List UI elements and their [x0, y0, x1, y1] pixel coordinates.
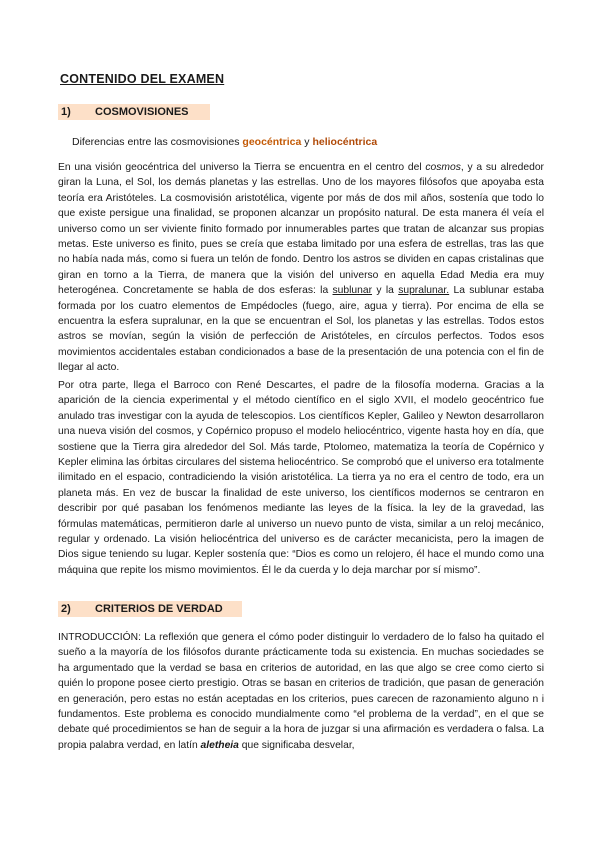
paragraph-heliocentric: Por otra parte, llega el Barroco con René Descartes, el padre de la filosofía moderna. Gracias a la aparición de la ciencia experimental y el método científico en el siglo XVII, el modelo geocéntrico fue anulado tras investigar con la ayuda de telescopios. Los científicos Kepler, Galileo y Newton desarrollaron una nueva visión del cosmos, y Copérnico propuso el modelo heliocéntrico, vigente hasta hoy en día, que sostiene que la Tierra gira alrededor del Sol. Más tarde, Ptolomeo, matematiza la teoría de Copérnico y Kepler elimina las órbitas circulares del sistema heliocéntrico. Se comprobó que el universo era totalmente ilimitado en el espacio, contradiciendo la visión aristotélica. La tierra ya no era el centro de todo, era un planeta más. En vez de buscar la finalidad de este universo, los científicos modernos se centraron en describir por qué pasaban los fenómenos mediante las leyes de la física. la ley de la gravedad, las fórmulas matemáticas, permitieron darle al universo un nuevo punto de vista, similar a un reloj mecánico, regular y ordenado. La visión heliocéntrica del universo es de carácter mecanicista, pero la imagen de Dios sigue teniendo su lugar. Kepler sostenía que: “Dios es como un relojero, él hace el mundo como una máquina que repite los mismo movimientos. Él le da cuerda y lo deja marchar por sí mismo”. — [58, 380, 544, 576]
p1-supralunar: supralunar. — [398, 285, 450, 297]
paragraph-geocentric — [58, 160, 544, 376]
section-heading-cosmovisiones — [58, 104, 210, 120]
p1-text-c: y la — [372, 285, 399, 297]
subtitle-heliocentrica: heliocéntrica — [312, 136, 378, 148]
p1-text-b: , y a su alrededor giran la Luna, el Sol, los demás planetas y las estrellas. Uno de los mayores filósofos que apoyaba esta teoría era Aristóteles. La cosmovisión aristotélica, vigente por más de dos mil años, sostenía que todo lo que existe persigue una finalidad, se proponen alcanzar un propósito natural. De esta manera él veía el universo como un ser viviente finito formado por innumerables partes que tratan de alcanzar sus propias metas. Este universo es finito, pues se creía que estaba limitado por una esfera de estrellas, tras las que no había nada más, como si fuera un telón de fondo. Dentro los astros se dividen en capas cristalinas que giran en torno a la Tierra, de manera que la visión del universo en aquella Edad Media era muy heterogénea. Concretamente se habla de dos esferas: la — [58, 162, 544, 297]
section-title: CRITERIOS DE VERDAD — [95, 603, 223, 615]
p3-text-b: que significaba desvelar, — [238, 739, 355, 751]
section-heading-criterios — [58, 601, 242, 617]
p1-cosmos: cosmos — [425, 162, 461, 173]
section-title: COSMOVISIONES — [95, 106, 189, 118]
p1-text-d: La sublunar estaba formada por los cuatro elementos de Empédocles (fuego, aire, agua y tierra). Por encima de ella se encuentra la esfera supralunar, en la que se encuentran el Sol, los planetas y las estrellas. Todos estos astros se movían, según la visión de perfección de Aristóteles, en círculos perfectos. Todos esos movimientos accidentales estaban condicionados a base de la presentación de una potencia con el fin de llegar al acto. — [58, 285, 545, 374]
section-number: 2) — [61, 603, 71, 615]
section-number: 1) — [61, 106, 71, 118]
subtitle-geocentrica: geocéntrica — [242, 136, 302, 148]
document-title: CONTENIDO DEL EXAMEN — [60, 72, 225, 86]
subtitle-text: Diferencias entre las cosmovisiones — [72, 136, 243, 148]
p3-aletheia: aletheia — [200, 739, 239, 751]
p1-sublunar: sublunar — [332, 285, 373, 297]
paragraph-introduccion — [58, 630, 544, 753]
p1-text-a: En una visión geocéntrica del universo la Tierra se encuentra en el centro del — [58, 162, 426, 173]
section-subtitle — [72, 136, 377, 148]
p3-text-a: INTRODUCCIÓN: La reflexión que genera el cómo poder distinguir lo verdadero de lo falso ha quitado el sueño a la mayoría de los filósofos durante prácticamente toda su existencia. En muchas sociedades se ha argumentado que la verdad se basa en criterios de autoridad, en las que algo se cree como cierto si quién lo propone posee cierto prestigio. Otras se basan en criterios de tradición, que pasan de generación en generación, pero estas no están aceptadas en los criterios, pues carecen de razonamiento alguno n i fundamentos. Este problema es conocido mundialmente como “el problema de la verdad”, en el que se debate qué procedimientos se han de seguir a la hora de juzgar si una afirmación es verdadera o falsa. La propia palabra verdad, en latín — [58, 632, 544, 751]
subtitle-conjunction: y — [301, 136, 313, 148]
